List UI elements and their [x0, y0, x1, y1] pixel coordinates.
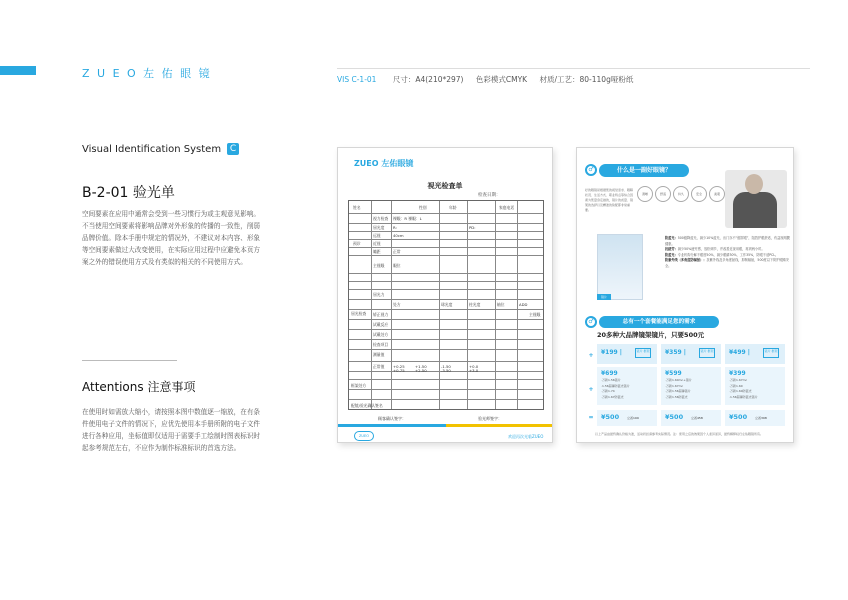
- form-vrule: [391, 201, 392, 409]
- form-rule: [349, 289, 543, 290]
- form-rule: [349, 329, 543, 330]
- header-divider: [337, 68, 810, 69]
- model-photo-head: [745, 174, 763, 194]
- attention-title: Attentions 注意事项: [82, 380, 196, 394]
- form-item: 试戴反应: [373, 322, 389, 327]
- package-lens-price: ¥199 | 镜片 框架: [597, 344, 657, 364]
- form-value: +0.25: [393, 364, 405, 369]
- form-value: -1.50: [441, 364, 451, 369]
- brand-accent-bar: [0, 66, 36, 75]
- form-value: +3.0: [469, 368, 479, 373]
- form-label-gender: 性别: [419, 205, 427, 210]
- form-value: +0.0: [469, 364, 479, 369]
- form-rule: [349, 379, 543, 380]
- form-rule: [349, 281, 543, 282]
- package-total: ¥500 立省199: [597, 410, 657, 426]
- package-lens-price: ¥359 | 镜片 框架: [661, 344, 721, 364]
- form-item: 主视眼: [373, 263, 385, 268]
- form-rule: [349, 231, 543, 232]
- lens-badge: 镜片: [597, 294, 611, 300]
- attention-description: 在使用时如需放大缩小，请按照本图中数值逐一缩放，在有条件使用电子文件的情况下，应优先使用本手册所附的电子文件进行各种应用，坐标值即仅适用于需要手工绘制时图表标识时起参考规范左右，不应作为制作标准标识的首选方法。: [82, 408, 261, 452]
- form-value: 眼位: [393, 263, 401, 268]
- form-section-frame: 框架处方: [351, 383, 367, 388]
- form-section-prediag: 预诊: [353, 241, 361, 246]
- brand-name: Z U E O 左 佑 眼 镜: [82, 67, 212, 80]
- form-item: 屈光力: [373, 292, 385, 297]
- form-rule: [349, 273, 543, 274]
- lens-photo: [597, 234, 643, 300]
- form-col: ADD: [519, 302, 528, 307]
- leaflet-footer: 以上产品由最终确认价格为准，活动折扣请参考实际情况。注：使用之后的效果因个人差异而异，最终解释权归左佑眼镜所有。: [595, 432, 764, 436]
- form-rule: [349, 213, 543, 214]
- form-item: 检查项目: [373, 342, 389, 347]
- form-item: 矫正视力: [373, 312, 389, 317]
- form-rule: [349, 309, 543, 310]
- exam-form-table: [348, 200, 544, 410]
- card-logo: ZUEO 左佑眼镜: [354, 159, 414, 168]
- form-vrule: [467, 201, 468, 409]
- form-section-confirm: 配镜/验光确认签名: [351, 403, 383, 408]
- form-value: +1.50: [415, 364, 427, 369]
- feature-circle: 清晰: [637, 186, 653, 202]
- package-total: ¥500 立省458: [661, 410, 721, 426]
- feature-circle: 持久: [673, 186, 689, 202]
- vis-badge: C: [227, 143, 239, 155]
- form-label-age: 年龄: [449, 205, 457, 210]
- form-rule: [349, 255, 543, 256]
- form-col: 处方: [393, 302, 401, 307]
- form-item: 远视: [373, 233, 381, 238]
- section-description: 空间要素在应用中通常会受到一些习惯行为或主观意见影响。不当使用空间要素将影响品牌对外形象的传播的一致性，削弱品牌价值。除本手册中规定的情况外，不建议对本内容、形象等空间要素做过大改变使用，在实际应用过程中应避免本页方案之外的错误使用方式及有类似的相关的不同使用方式。: [82, 210, 261, 266]
- feature-circle: 安全: [691, 186, 707, 202]
- form-vrule: [371, 201, 372, 409]
- spec-color: 色彩模式CMYK: [475, 75, 528, 84]
- form-rule: [349, 239, 543, 240]
- form-label-phone: 家庭电话: [499, 205, 515, 210]
- spec-code: VIS C-1-01: [337, 75, 377, 84]
- question-banner: 什么是一副好眼镜？: [599, 164, 689, 177]
- spec-line: [337, 74, 643, 85]
- feature-circle: 舒适: [655, 186, 671, 202]
- form-rule: [349, 247, 543, 248]
- promo-leaflet-card: [576, 147, 794, 443]
- form-value: -3.50: [441, 368, 451, 373]
- form-item: 屈光度: [373, 225, 385, 230]
- form-rule: [349, 299, 543, 300]
- spec-size: 尺寸：A4(210*297): [392, 75, 464, 84]
- lens-feature: 抗疲劳：减少50%疲劳感，放松调节，并改善近视用眼，再到两小时。: [665, 247, 765, 251]
- card-accent-bar-yellow: [446, 424, 553, 427]
- form-value: 裸眼：R 裸眼：L: [393, 216, 422, 221]
- form-title: 视光检查单: [427, 182, 463, 190]
- form-label-name: 姓名: [353, 205, 361, 210]
- form-value: PD:: [469, 225, 476, 230]
- form-item: 视力检查: [373, 216, 389, 221]
- form-col: 柱光度: [469, 302, 481, 307]
- package-total: ¥500 立省398: [725, 410, 785, 426]
- form-rule: [349, 223, 543, 224]
- form-vrule: [439, 201, 440, 409]
- form-col: 轴位: [497, 302, 505, 307]
- plus-sign: +: [588, 386, 594, 393]
- male-symbol-icon: ♂: [585, 164, 597, 176]
- form-vrule: [495, 201, 496, 409]
- form-value: 40cm: [393, 233, 404, 238]
- vis-title: [82, 143, 239, 155]
- vis-title-text: Visual Identification System: [82, 144, 222, 155]
- form-date-label: 检查日期：: [478, 193, 501, 198]
- form-section-refraction: 屈光检查: [351, 311, 367, 316]
- package-frame-list: ¥599 ·万新1.60mc+镜片 ·万新1.67mc ·万新1.56超薄镜片 ·万新1.56防蓝光: [661, 367, 721, 405]
- question-text: 好的眼镜是根据您的视觉需求、眼睛状况、生活方式、职业特点等综合因素为您量身定做的，镜片的质量、镜架的选择以及精准的验配都非常重要。: [585, 188, 634, 212]
- form-col: 主视眼: [529, 312, 541, 317]
- spec-material: 材质/工艺：80-110g哑粉纸: [539, 75, 634, 84]
- male-symbol-icon: ♂: [585, 316, 597, 328]
- plus-sign: +: [588, 352, 594, 359]
- form-value: R:: [393, 225, 397, 230]
- form-rule: [349, 361, 543, 362]
- form-rule: [349, 349, 543, 350]
- form-rule: [349, 339, 543, 340]
- form-col: 球光度: [441, 302, 453, 307]
- form-rule: [349, 399, 543, 400]
- package-lens-price: ¥499 | 镜片 框架: [725, 344, 785, 364]
- section-title: B-2-01 验光单: [82, 185, 175, 201]
- form-rule: [349, 319, 543, 320]
- optometrist-signature-label: 验光师签字：: [478, 416, 502, 421]
- form-vrule: [517, 201, 518, 409]
- form-item: 瞳距: [373, 249, 381, 254]
- package-banner: 总有一个套餐能满足您的需求: [599, 316, 719, 328]
- section-divider: [82, 360, 177, 361]
- equals-sign: =: [588, 414, 594, 421]
- form-value: +0.75: [393, 368, 405, 373]
- form-item: 测量值: [373, 352, 385, 357]
- lens-features: [665, 236, 790, 269]
- package-headline: 20多种大品牌镜架镜片，只要500元: [597, 331, 705, 339]
- form-value: +2.50: [415, 368, 427, 373]
- card-footer: 欢迎再次光临ZUEO: [508, 434, 544, 439]
- lens-feature: 防紫外线（多角度防辐射）：抗紫外线及多角度射线，抑制辐射，500度以下防护眼睛安全。: [665, 258, 790, 268]
- package-frame-list: ¥399 ·万新1.67mc ·万新1.60 ·万新1.60防蓝光 ·1.56超薄防蓝光镜片: [725, 367, 785, 405]
- customer-signature-label: 顾客确认签字：: [378, 416, 406, 421]
- feature-circle: 美观: [709, 186, 725, 202]
- form-value: 正常: [393, 249, 401, 254]
- package-frame-list: ¥699 ·万新1.56镜片 ·1.56超薄防蓝光镜片 ·万新1.74 ·万新1.67防蓝光: [597, 367, 657, 405]
- lens-feature: 防蓝光：专业机构分解不眼度50%，减少眼睛30%，工作35%，防眼不适PCL。: [665, 252, 779, 257]
- form-rule: [349, 389, 543, 390]
- model-photo-body: [733, 192, 777, 228]
- form-item: 正常值: [373, 364, 385, 369]
- lens-feature: 防蓝光：500级降蓝光，减少10%蓝光，出门亦不“锯屏眼”，阻挡护眼舒适，有益视网膜健康。: [665, 236, 790, 246]
- card-seal: ZUEO: [354, 431, 374, 441]
- exam-form-card: [337, 147, 553, 443]
- form-item: 近视: [373, 241, 381, 246]
- form-item: 试戴处方: [373, 332, 389, 337]
